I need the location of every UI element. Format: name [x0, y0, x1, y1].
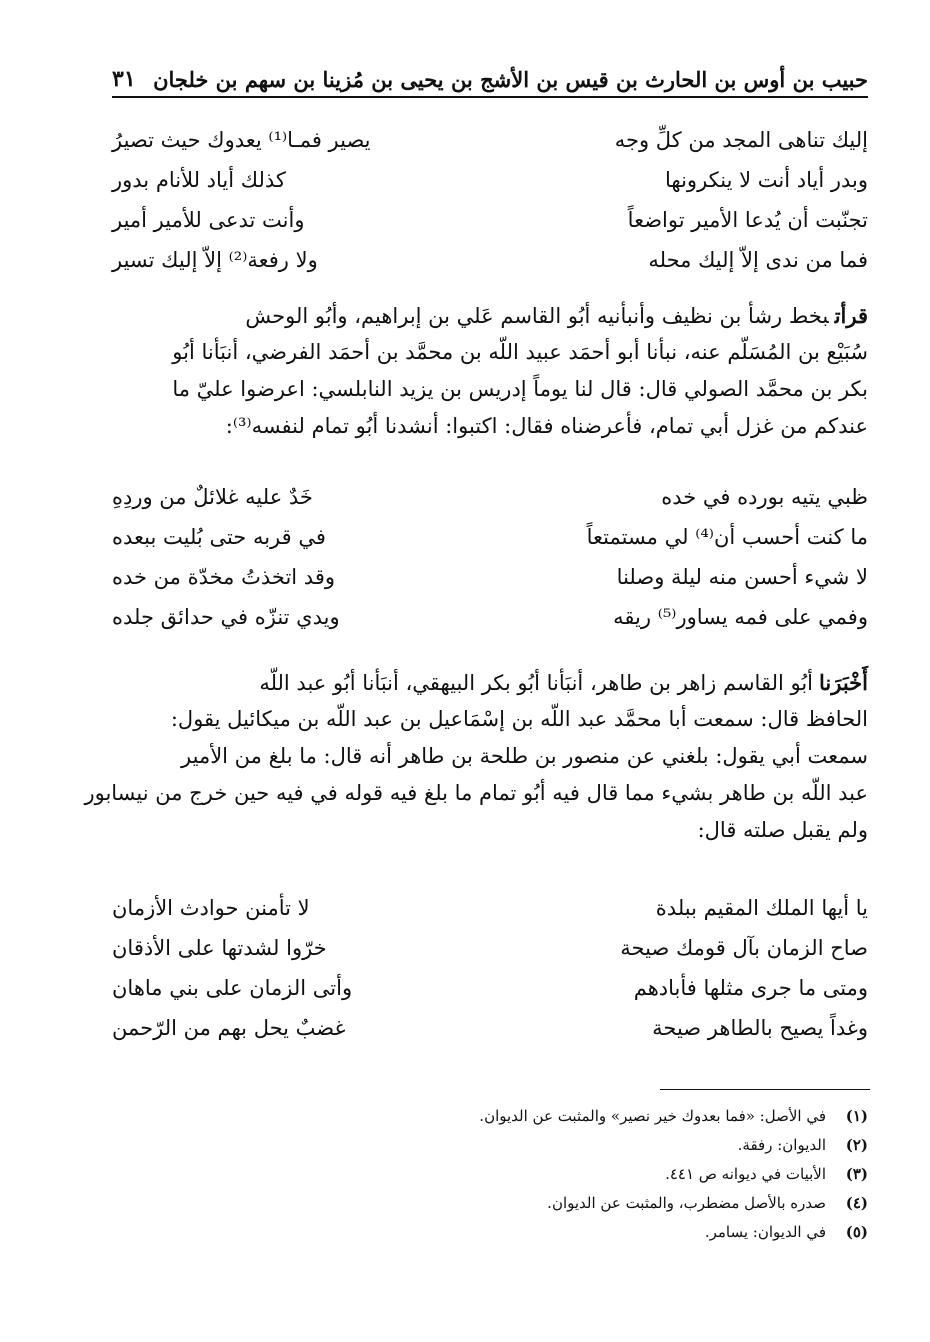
footnote-text: صدره بالأصل مضطرب، والمثبت عن الديوان.: [547, 1194, 826, 1212]
verse-first-hemistich: إليك تناهى المجد من كلِّ وجه: [614, 128, 868, 152]
verse-second-hemistich: يصير فمـا⁽¹⁾ يعدوك حيث تصيرُ: [112, 128, 371, 152]
prose-line: [112, 334, 868, 371]
verse-first-hemistich: صاح الزمان بآل قومك صيحة: [620, 936, 868, 960]
verse-second-hemistich: لا تأمنن حوادث الأزمان: [112, 896, 310, 920]
running-title: حبيب بن أوس بن الحارث بن قيس بن الأشج بن يحيى بن مُزينا بن سهم بن خلجان: [153, 67, 868, 92]
footnote-number: (٤): [845, 1194, 868, 1212]
verse-first-hemistich: وبدر أياد أنت لا ينكرونها: [665, 168, 868, 192]
prose-line: [112, 371, 868, 408]
footnotes: [300, 1102, 868, 1247]
prose-line: [112, 812, 868, 849]
verse: [112, 557, 868, 597]
prose-text: عندكم من غزل أبي تمام، فأعرضناه فقال: اكتبوا: أنشدنا أبُو تمام لنفسه⁽³⁾:: [225, 414, 868, 438]
verse-first-hemistich: لا شيء أحسن منه ليلة وصلنا: [616, 565, 868, 589]
verse: [112, 1008, 868, 1048]
footnote-separator: [660, 1089, 870, 1090]
prose-line: [112, 738, 868, 775]
footnote: [300, 1102, 868, 1131]
footnote: [300, 1131, 868, 1160]
footnote-text: الأبيات في ديوانه ص ٤٤١.: [665, 1165, 826, 1183]
verse-second-hemistich: وأنت تدعى للأمير أمير: [112, 208, 305, 232]
footnote-number: (٢): [845, 1136, 868, 1154]
prose-paragraph-1: [112, 297, 868, 445]
prose-line: [112, 408, 868, 445]
verse-second-hemistich: خرّوا لشدتها على الأذقان: [112, 936, 327, 960]
verse-second-hemistich: وقد اتخذتُ مخدّة من خده: [112, 565, 336, 589]
footnote: [300, 1160, 868, 1189]
paragraph-lead-word: أَخْبَرَنا: [819, 670, 868, 695]
poem-block-3: [112, 888, 868, 1048]
page-number: ٣١: [112, 66, 136, 92]
prose-text: سمعت أبي يقول: بلغني عن منصور بن طلحة بن طاهر أنه قال: ما بلغ من الأمير: [181, 744, 868, 768]
verse-first-hemistich: يا أيها الملك المقيم ببلدة: [655, 896, 868, 920]
verse: [112, 888, 868, 928]
prose-text: ولم يقبل صلته قال:: [697, 818, 868, 842]
verse-first-hemistich: ومتى ما جرى مثلها فأبادهم: [633, 976, 868, 1000]
verse: [112, 120, 868, 160]
prose-line: [84, 775, 868, 812]
footnote-text: في الديوان: يسامر.: [704, 1223, 826, 1241]
prose-text: بكر بن محمَّد الصولي قال: قال لنا يوماً إدريس بن يزيد النابلسي: اعرضوا عليّ ما: [172, 377, 868, 401]
verse: [112, 928, 868, 968]
footnote-number: (٥): [845, 1223, 868, 1241]
verse: [112, 968, 868, 1008]
verse-second-hemistich: وأتى الزمان على بني ماهان: [112, 976, 353, 1000]
verse-first-hemistich: وغداً يصيح بالطاهر صيحة: [652, 1016, 868, 1040]
prose-text: بخط رشأ بن نظيف وأنبأنيه أبُو القاسم عَلي بن إبراهيم، وأبُو الوحش: [245, 304, 829, 328]
poem-block-1: [112, 120, 868, 280]
prose-text: الحافظ قال: سمعت أبا محمَّد عبد اللّه بن إسْمَاعيل بن عبد اللّه بن ميكائيل يقول:: [170, 707, 868, 731]
footnote: [300, 1218, 868, 1247]
verse: [112, 477, 868, 517]
poem-block-2: [112, 477, 868, 637]
verse: [112, 200, 868, 240]
verse-first-hemistich: وفمي على فمه يساور⁽⁵⁾ ريقه: [613, 605, 868, 629]
prose-line: [112, 664, 868, 701]
prose-line: [112, 297, 868, 334]
verse-second-hemistich: كذلك أياد للأنام بدور: [112, 168, 286, 192]
prose-paragraph-2: [84, 664, 868, 849]
footnote: [300, 1189, 868, 1218]
prose-text: عبد اللّه بن طاهر بشيء مما قال فيه أبُو تمام ما بلغ فيه قوله في فيه حين خرج من نيسابور: [84, 781, 868, 805]
paragraph-lead-word: قرأت: [834, 303, 868, 328]
verse-second-hemistich: خَدٌ عليه غلائلٌ من وردِهِ: [112, 485, 313, 509]
prose-text: سُبَيْع بن المُسَلّم عنه، نبأنا أبو أحمَد عبيد اللّه بن محمَّد بن أحمَد الفرضي، أنبَأنا أبُو: [172, 340, 868, 364]
verse-second-hemistich: في قربه حتى بُليت ببعده: [112, 525, 326, 549]
prose-text: أبُو القاسم زاهر بن طاهر، أنبَأنا أبُو بكر البيهقي، أنبَأنا أبُو عبد اللّه: [259, 671, 814, 695]
verse: [112, 240, 868, 280]
verse-second-hemistich: غضبٌ يحل بهم من الرّحمن: [112, 1016, 346, 1040]
verse-first-hemistich: تجنّبت أن يُدعا الأمير تواضعاً: [627, 208, 868, 232]
page-header: [112, 52, 868, 98]
footnote-number: (١): [845, 1107, 868, 1125]
footnote-text: الديوان: رفقة.: [737, 1136, 826, 1154]
prose-line: [112, 701, 868, 738]
verse-first-hemistich: ما كنت أحسب أن⁽⁴⁾ لي مستمتعاً: [586, 525, 868, 549]
verse: [112, 597, 868, 637]
verse: [112, 517, 868, 557]
verse-second-hemistich: ولا رفعة⁽²⁾ إلاّ إليك تسير: [112, 248, 318, 272]
verse: [112, 160, 868, 200]
footnote-text: في الأصل: «فما بعدوك خير نصير» والمثبت عن الديوان.: [479, 1107, 826, 1125]
verse-second-hemistich: ويدي تنزّه في حدائق جلده: [112, 605, 340, 629]
verse-first-hemistich: ظبي يتيه بورده في خده: [661, 485, 868, 509]
verse-first-hemistich: فما من ندى إلاّ إليك محله: [648, 248, 868, 272]
footnote-number: (٣): [845, 1165, 868, 1183]
